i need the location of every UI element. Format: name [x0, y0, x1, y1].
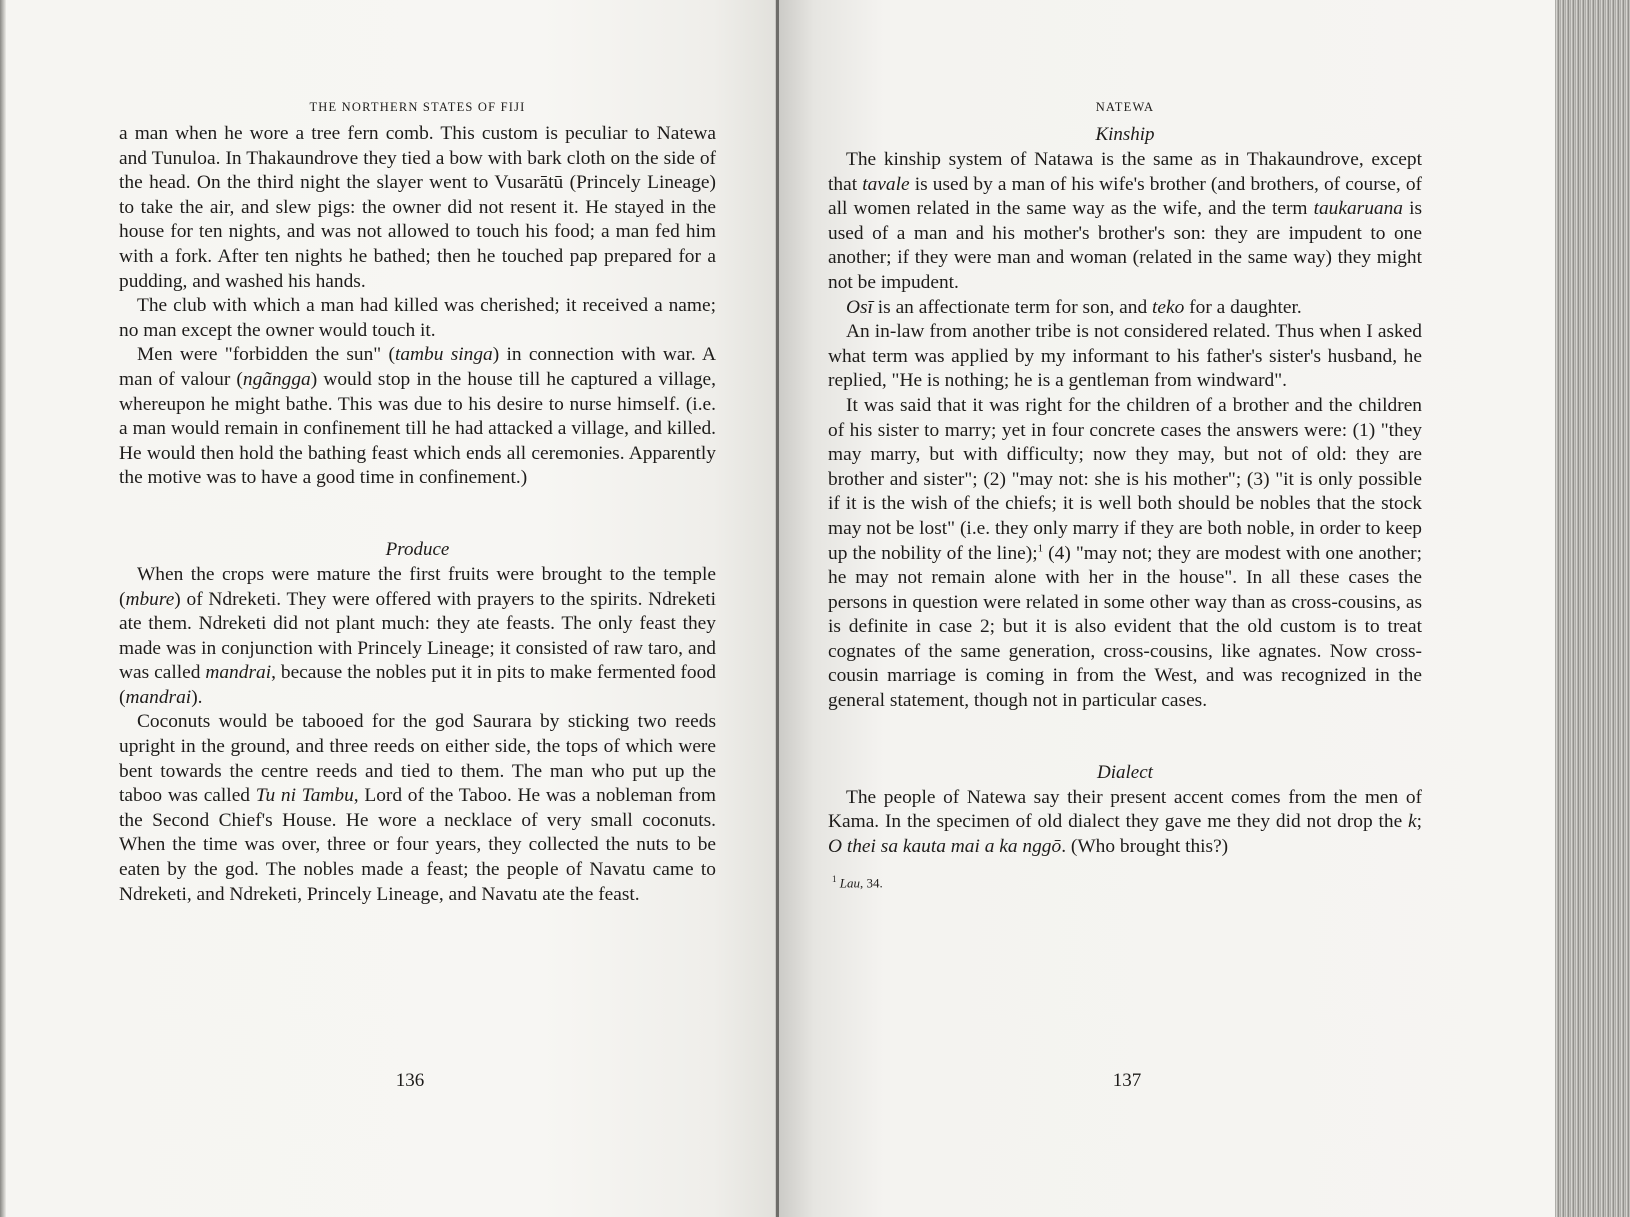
paragraph: The kinship system of Natawa is the same as in Thakaundrove, except that tavale is used by a man of his wife's brother (and brothers, of course, of all women related in the same way as the wife, and the term taukaruana is used of a man and his mother's brother's son: they are impudent to one another; if they were man and woman (related in the same way) they might not be impudent. — [828, 149, 1422, 293]
section-title-kinship: Kinship — [1095, 124, 1155, 145]
paragraph: When the crops were mature the first fruits were brought to the temple (mbure) of Ndreketi. They were offered with prayers to the spirits. Ndreketi ate them. Ndreketi did not plant much: they ate feasts. The only feast they made was in conjunction with Princely Lineage; it consisted of raw taro, and was called mandrai, because the nobles put it in pits to make fermented food (mandrai). — [119, 563, 716, 708]
paragraph: An in-law from another tribe is not considered related. Thus when I asked what term was applied by my informant to his father's sister's husband, he replied, "He is nothing; he is a gentleman from windward". — [828, 321, 1422, 392]
left-edge-shadow — [0, 0, 6, 1217]
page-edges — [1555, 0, 1630, 1217]
page-number-left: 136 — [395, 1070, 425, 1091]
footnote: $^1$ Lau, 34. — [832, 874, 883, 891]
page-number-right: 137 — [1112, 1070, 1142, 1091]
paragraph: Osī is an affectionate term for son, and teko for a daughter. — [846, 296, 1302, 318]
running-head-left: THE NORTHERN STATES OF FIJI — [309, 100, 526, 114]
footnote-reference: 1 — [1037, 542, 1044, 555]
paragraph: a man when he wore a tree fern comb. This custom is peculiar to Natewa and Tunuloa. In Thakaundrove they tied a bow with bark cloth on the side of the head. On the third night the slayer went to Vusarātū (Princely Lineage) to take the air, and slew pigs: the owner did not resent it. He stayed in the house for ten nights, and was not allowed to touch his food; a man fed him with a fork. After ten nights he bathed; then he touched pap prepared for a pudding, and washed his hands. — [119, 123, 716, 292]
spacer — [828, 714, 1422, 760]
spacer — [119, 491, 716, 537]
paragraph: Coconuts would be tabooed for the god Saurara by sticking two reeds upright in the ground, and three reeds on either side, the tops of which were bent towards the centre reeds and tied to them. The man who put up the taboo was called Tu ni Tambu, Lord of the Taboo. He was a nobleman from the Second Chief's House. He wore a necklace of very small coconuts. When the time was over, three or four years, they collected the nuts to be eaten by the god. The nobles made a feast; the people of Navatu came to Ndreketi, and Ndreketi, Princely Lineage, and Navatu ate the feast. — [119, 711, 716, 905]
running-head-right: NATEWA — [1095, 100, 1155, 114]
paragraph: Men were "forbidden the sun" (tambu singa) in connection with war. A man of valour (ngãngga) would stop in the house till he captured a village, whereupon he might bathe. This was due to his desire to nurse himself. (i.e. a man would remain in confinement till he had attacked a village, and killed. He would then hold the bathing feast which ends all ceremonies. Apparently the motive was to have a good time in confinement.) — [119, 344, 716, 489]
section-title-dialect: Dialect — [1097, 761, 1153, 783]
left-page-text — [119, 96, 716, 907]
section-title-produce: Produce — [385, 538, 450, 560]
right-page-text — [828, 96, 1422, 894]
paragraph: It was said that it was right for the children of a brother and the children of his sister to marry; yet in four concrete cases the answers were: (1) "they may marry, but with difficulty; now they may, but not of old: they are brother and sister"; (2) "may not: she is his mother"; (3) "it is only possible if it is the wish of the chiefs; it is well both should be nobles that the stock may not be lost" (i.e. they only marry if they are both noble, in order to keep up the nobility of the line);$^1$ (4) "may not; they are modest with one another; he may not remain alone with her in the house". In all these cases the persons in question were related in some other way than as cross-cousins, as is definite in case 2; but it is also evident that the old custom is to treat cognates of the same generation, cross-cousins, like agnates. Now cross-cousin marriage is coming in from the West, and was recognized in the general statement, though not in particular cases. — [828, 394, 1422, 712]
paragraph: The people of Natewa say their present accent comes from the men of Kama. In the specimen of old dialect they gave me they did not drop the k; O thei sa kauta mai a ka nggō. (Who brought this?) — [828, 786, 1422, 857]
book-gutter — [776, 0, 779, 1217]
paragraph: The club with which a man had killed was cherished; it received a name; no man except the owner would touch it. — [119, 295, 716, 341]
